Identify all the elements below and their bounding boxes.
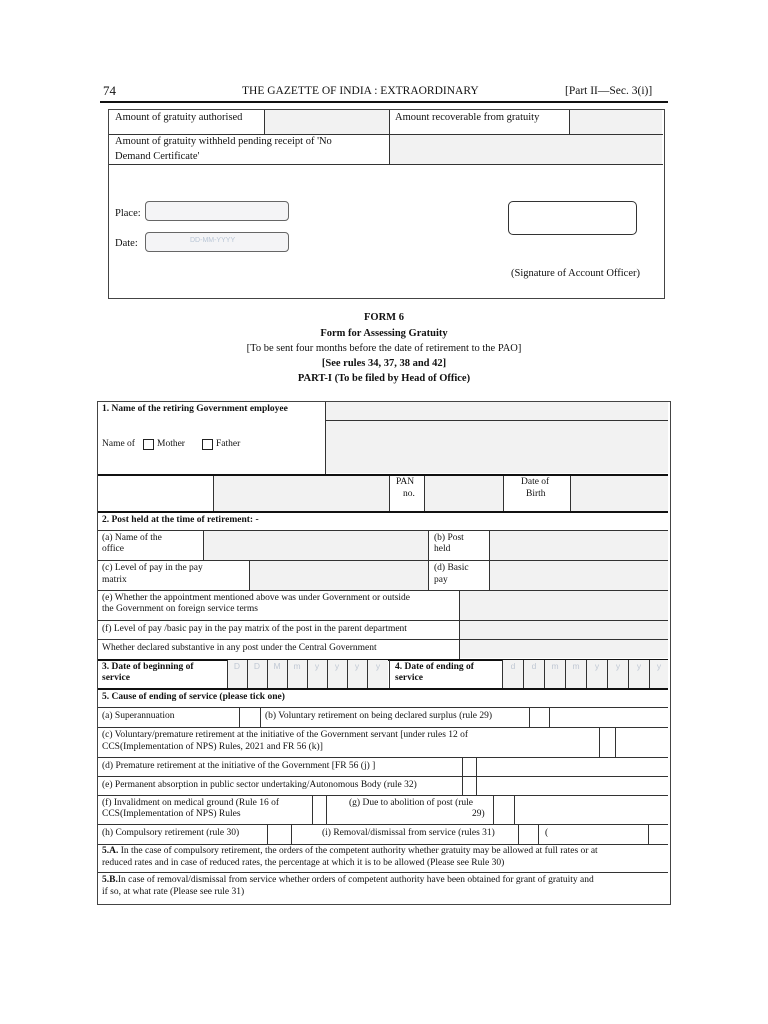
cause-f-label-1: (f) Invalidment on medical ground (Rule 16 of [102,798,280,808]
foreign-service-input[interactable] [460,591,668,620]
q5b-text-1 [102,874,594,886]
date-label: Date: [115,238,138,249]
end-date-digit: m [551,661,559,671]
cause-g-tick-box[interactable] [494,796,514,824]
start-date-digit: y [334,661,340,671]
cause-h-label: (h) Compulsory retirement (rule 30) [102,828,240,838]
pay-level-input[interactable] [250,561,428,590]
cause-g-label-2: 29) [472,809,485,819]
page-number: 74 [103,83,116,98]
cause-e-tick-box[interactable] [463,777,476,795]
amount-recoverable-cell[interactable] [570,110,662,134]
cause-f-label-2: CCS(Implementation of NPS) Rules [102,809,241,819]
start-date-digit: y [314,661,320,671]
date-input[interactable] [145,232,289,252]
q4-label-1: 4. Date of ending of [395,662,474,672]
q5b-line-1: In case of removal/dismissal from service whether orders of competent authority have been obtained for grant of gratuity and [117,875,594,885]
start-date-digit: D [233,661,241,671]
gratuity-withheld-label-2: Demand Certificate' [115,151,200,162]
cause-c-label-2: CCS(Implementation of NPS) Rules, 2021 and FR 56 (k)] [102,742,323,752]
post-held-label-2: held [434,544,451,554]
father-checkbox[interactable] [202,439,213,450]
start-date-digit: m [293,661,301,671]
cause-d-label: (d) Premature retirement at the initiative of the Government [FR 56 (j) ] [102,761,376,771]
cause-b-label: (b) Voluntary retirement on being declared surplus (rule 29) [265,711,493,721]
q5a-line-1: In the case of compulsory retirement, the orders of the competent authority whether gratuity may be allowed at full rates or at [118,846,598,856]
cause-c-tick-box[interactable] [600,728,615,757]
mother-label: Mother [157,439,185,449]
gazette-title: THE GAZETTE OF INDIA : EXTRAORDINARY [242,85,479,97]
gratuity-withheld-cell[interactable] [389,135,662,164]
end-date-digit: m [572,661,580,671]
name-row-cell[interactable] [214,476,389,511]
pan-label-2: no. [403,489,415,499]
cause-a-tick-box[interactable] [240,708,260,727]
q3-label-2: service [102,673,130,683]
pay-level-label-2: matrix [102,575,127,585]
q5b-line-2: if so, at what rate (Please see rule 31) [102,887,245,897]
pan-label-1: PAN [396,477,415,487]
end-date-digit: y [615,661,621,671]
dob-label-1: Date of [521,477,550,487]
form-part: PART-I (To be filed by Head of Office) [297,373,471,384]
q5-label: 5. Cause of ending of service (please tick one) [102,692,285,702]
q5a-line-2: reduced rates and in case of reduced rates, the percentage at which it is to be allowed (Please see Rule 30) [102,858,505,868]
form-number: FORM 6 [364,312,404,323]
dob-input[interactable] [571,476,668,511]
cause-g-label-1: (g) Due to abolition of post (rule [349,798,474,808]
start-date-digit: D [253,661,261,671]
gratuity-authorised-label: Amount of gratuity authorised [115,112,243,123]
parent-pay-label: (f) Level of pay /basic pay in the pay matrix of the post in the parent department [102,624,407,634]
q1-label: 1. Name of the retiring Government employee [102,404,288,414]
q5a-text-1 [102,845,598,857]
foreign-service-label-1: (e) Whether the appointment mentioned above was under Government or outside [102,593,410,603]
q4-label-2: service [395,673,423,683]
end-date-digit: d [531,661,537,671]
gratuity-withheld-label-1: Amount of gratuity withheld pending receipt of 'No [115,136,332,147]
dob-label-2: Birth [526,489,546,499]
basic-pay-label-1: (d) Basic [434,563,469,573]
end-date-digit: y [594,661,600,671]
start-date-digit: y [354,661,360,671]
office-name-label-1: (a) Name of the [102,533,162,543]
cause-i-tick-box[interactable] [519,825,538,844]
start-date-digit: M [273,661,281,671]
signature-label: (Signature of Account Officer) [511,268,640,279]
date-placeholder: DD-MM-YYYY [190,237,236,244]
gazette-part: [Part II—Sec. 3(i)] [565,85,653,97]
employee-name-cell[interactable] [325,402,668,473]
pay-level-label-1: (c) Level of pay in the pay [102,563,203,573]
office-name-label-2: office [102,544,124,554]
q3-label-1: 3. Date of beginning of [102,662,194,672]
form-instruction: [To be sent four months before the date of retirement to the PAO] [246,343,522,354]
q5a-prefix: 5.A. [102,846,119,856]
post-held-label-1: (b) Post [434,533,464,543]
amount-recoverable-label: Amount recoverable from gratuity [395,112,540,123]
form-rules: [See rules 34, 37, 38 and 42] [321,358,447,369]
start-date-digit: y [375,661,381,671]
q2-label: 2. Post held at the time of retirement: - [102,515,259,525]
gratuity-authorised-cell[interactable] [264,110,389,134]
end-date-digit: y [656,661,662,671]
cause-f-tick-box[interactable] [313,796,326,824]
basic-pay-label-2: pay [434,575,448,585]
mother-checkbox[interactable] [143,439,154,450]
end-date-digit: d [510,661,516,671]
signature-box[interactable] [508,201,637,235]
end-date-digit: y [636,661,642,671]
cause-a-label: (a) Superannuation [102,711,175,721]
place-label: Place: [115,208,141,219]
pan-input[interactable] [425,476,503,511]
cause-b-tick-box[interactable] [530,708,549,727]
place-input[interactable] [145,201,289,221]
header-rule [100,101,668,103]
cause-i-label: (i) Removal/dismissal from service (rules 31) [322,828,495,838]
cause-e-label: (e) Permanent absorption in public sector undertaking/Autonomous Body (rule 32) [102,780,417,790]
post-held-input[interactable] [490,531,668,560]
parent-pay-input[interactable] [460,621,668,639]
cause-i-extra: ( [545,828,549,838]
office-name-input[interactable] [204,531,428,560]
cause-d-tick-box[interactable] [463,758,476,776]
foreign-service-label-2: the Government on foreign service terms [102,604,258,614]
substantive-input[interactable] [460,640,668,658]
cause-h-tick-box[interactable] [268,825,291,844]
form-name: Form for Assessing Gratuity [320,328,448,339]
father-label: Father [216,439,241,449]
q5b-prefix: 5.B. [102,875,118,885]
cause-c-label-1: (c) Voluntary/premature retirement at the initiative of the Government servant [under rules 12 of [102,730,469,740]
name-of-label: Name of [102,439,135,449]
substantive-label: Whether declared substantive in any post under the Central Government [102,643,377,653]
basic-pay-input[interactable] [490,561,668,590]
